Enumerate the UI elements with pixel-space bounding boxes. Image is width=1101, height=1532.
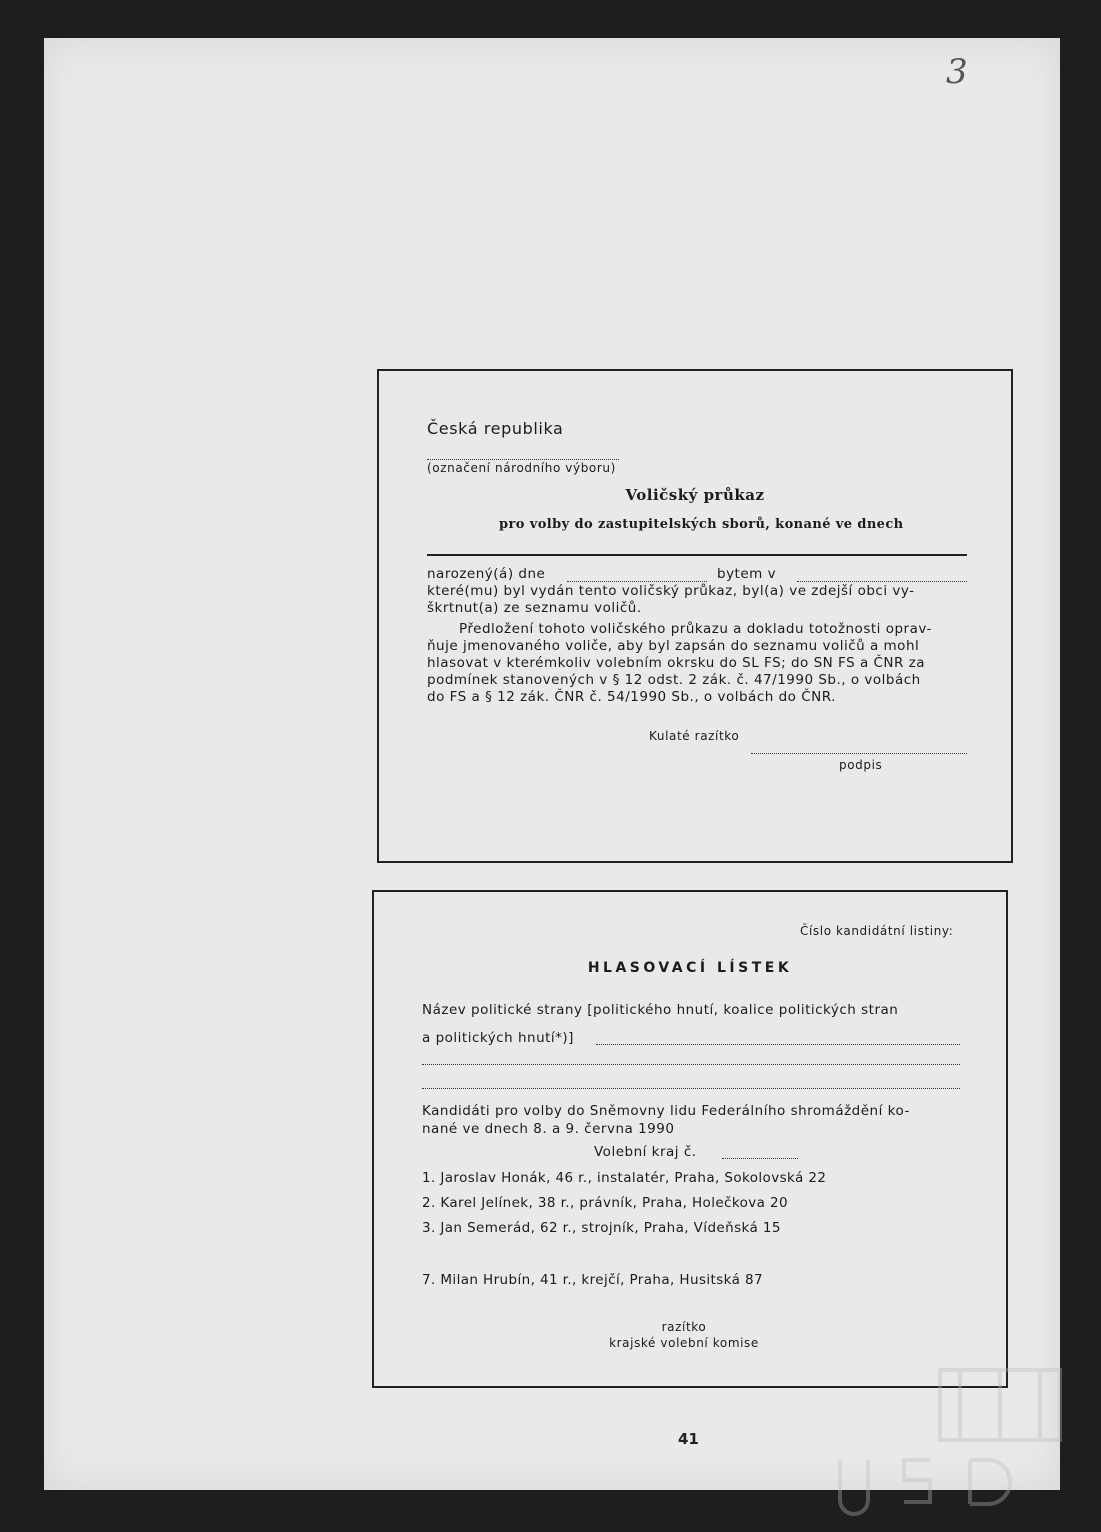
paragraph-line: hlasovat v kterémkoliv volebním okrsku do SL FS; do SN FS a ČNR za (427, 655, 926, 671)
party-label-line2: a politických hnutí*)] (422, 1030, 574, 1046)
residence-field (797, 581, 967, 582)
signature-line (751, 753, 967, 754)
ballot-stamp-line: razítko (661, 1320, 707, 1334)
stamp-label: Kulaté razítko (649, 729, 740, 743)
signature-label: podpis (839, 758, 883, 772)
ballot-card (372, 890, 1008, 1388)
ballot-title: HLASOVACÍ LÍSTEK (587, 960, 793, 976)
issued-line: které(mu) byl vydán tento voličský průkaz, byl(a) ve zdejší obci vy- (427, 583, 915, 599)
entitlement-paragraph (427, 621, 932, 706)
list-number-label: Číslo kandidátní listiny: (800, 924, 954, 938)
region-field (722, 1158, 798, 1159)
voter-card-subtitle: pro volby do zastupitelských sborů, konané ve dnech (499, 517, 904, 532)
party-name-field (422, 1088, 960, 1089)
candidate-row: 2. Karel Jelínek, 38 r., právník, Praha, Holečkova 20 (422, 1195, 789, 1211)
archive-watermark-logo (820, 1360, 1080, 1520)
paragraph-line: do FS a § 12 zák. ČNR č. 54/1990 Sb., o volbách do ČNR. (427, 689, 836, 705)
party-name-field (422, 1064, 960, 1065)
paragraph-line: ňuje jmenovaného voliče, aby byl zapsán do seznamu voličů a mohl (427, 638, 920, 654)
handwritten-page-number: 3 (946, 52, 968, 92)
voter-card (377, 369, 1013, 863)
candidates-intro (422, 1102, 910, 1138)
dates-line (427, 554, 967, 556)
paragraph-line: Předložení tohoto voličského průkazu a dokladu totožnosti oprav- (459, 621, 932, 637)
candidate-row: 1. Jaroslav Honák, 46 r., instalatér, Praha, Sokolovská 22 (422, 1170, 827, 1186)
ballot-stamp-line: krajské volební komise (609, 1336, 759, 1350)
born-date-field (567, 581, 707, 582)
region-label: Volební kraj č. (594, 1144, 697, 1160)
voter-card-title: Voličský průkaz (625, 486, 765, 504)
intro-line: Kandidáti pro volby do Sněmovny lidu Federálního shromáždění ko- (422, 1103, 910, 1119)
paragraph-line: podmínek stanovených v § 12 odst. 2 zák. č. 47/1990 Sb., o volbách (427, 672, 921, 688)
born-label: narozený(á) dne (427, 566, 546, 582)
committee-label: (označení národního výboru) (427, 461, 616, 475)
residence-label: bytem v (717, 566, 777, 582)
candidate-row: 7. Milan Hrubín, 41 r., krejčí, Praha, Husitská 87 (422, 1272, 763, 1288)
page-number: 41 (678, 1430, 699, 1448)
party-name-field (596, 1044, 960, 1045)
candidate-row: 3. Jan Semerád, 62 r., strojník, Praha, Vídeňská 15 (422, 1220, 781, 1236)
party-label-line1: Název politické strany [politického hnutí, koalice politických stran (422, 1002, 899, 1018)
issued-line: škrtnut(a) ze seznamu voličů. (427, 600, 642, 616)
committee-dotted-line (427, 459, 619, 460)
country-label: Česká republika (427, 419, 564, 438)
intro-line: nané ve dnech 8. a 9. června 1990 (422, 1121, 675, 1137)
issued-text (427, 583, 914, 617)
